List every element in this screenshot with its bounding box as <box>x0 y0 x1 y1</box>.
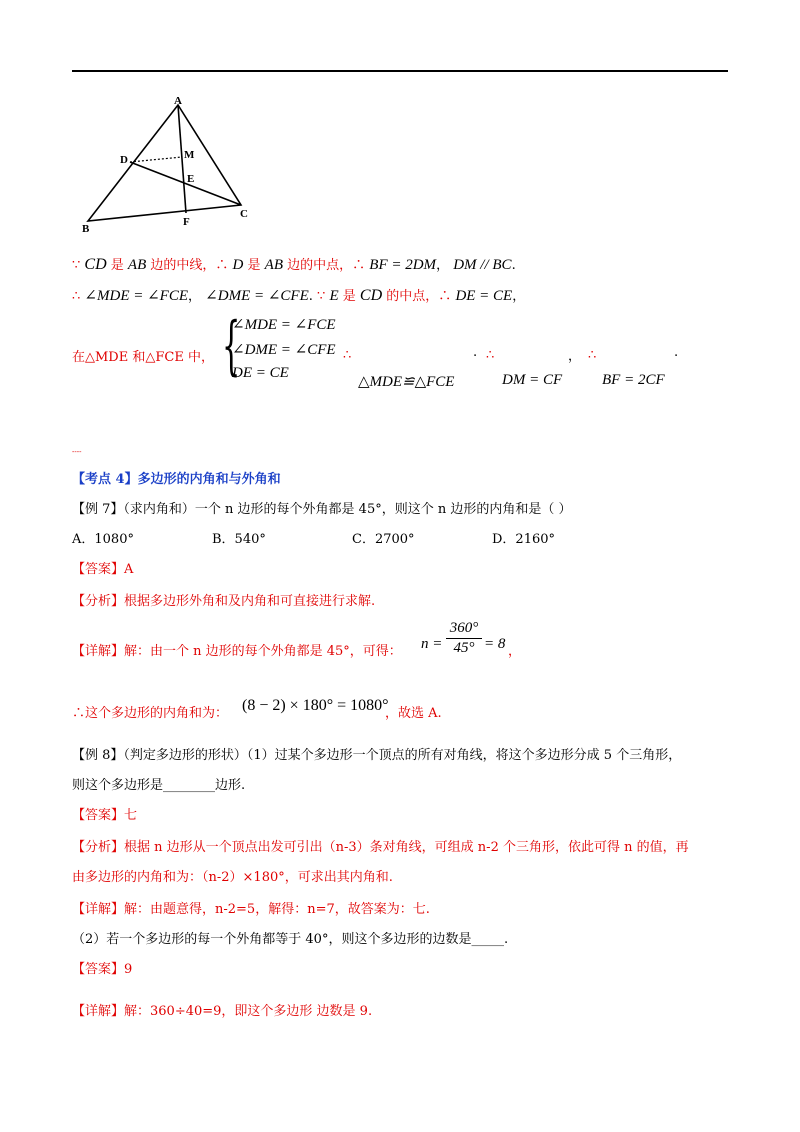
ex8-analysis-2: 由多边形的内角和为：（n-2）×180°，可求出其内角和. <box>72 870 393 885</box>
proof-line-1 <box>72 254 516 274</box>
frac-denominator: 45° <box>453 640 475 656</box>
ex7-tail: ，故选 A. <box>385 706 442 721</box>
ex7-question: 【例 7】（求内角和）一个 n 边形的每个外角都是 45°，则这个 n 边形的内角和是（ ） <box>72 502 572 517</box>
math-ab: AB <box>264 257 283 273</box>
triangle-comparison-label: 在△MDE 和△FCE 中， <box>72 350 214 365</box>
option-c: C．2700° <box>352 532 415 547</box>
therefore-symbol: ∴ <box>215 258 229 273</box>
therefore-symbol: ∴ <box>343 348 352 363</box>
point-label-e: E <box>187 173 195 185</box>
separator-dash: ---- <box>72 448 82 456</box>
because-symbol: ∵ <box>317 289 326 304</box>
period: . <box>511 258 516 273</box>
math-cd: CD <box>84 256 107 273</box>
point-label-m: M <box>184 149 195 161</box>
math-ab: AB <box>127 257 147 273</box>
ex8-detail-2: 【详解】解：360÷40=9，即这个多边形 边数是 9. <box>72 1004 373 1019</box>
ex8-detail-1: 【详解】解：由题意得，n-2=5，解得：n=7，故答案为：七. <box>72 902 430 917</box>
therefore-symbol: ∴ <box>72 289 81 304</box>
proof-text: 是 <box>106 258 128 273</box>
point-label-a: A <box>174 95 182 107</box>
option-a: A．1080° <box>72 532 134 547</box>
proof-text: 的中点， <box>382 289 439 304</box>
math-bf-eq: BF = 2DM <box>369 257 437 273</box>
fraction <box>446 620 482 657</box>
comma: ， <box>436 258 450 273</box>
period: . <box>308 289 313 304</box>
ex8-question-1: 【例 8】（判定多边形的形状）（1）过某个多边形一个顶点的所有对角线，将这个多边形分成 5 个三角形， <box>72 748 682 763</box>
proof-text: 边的中线， <box>146 258 216 273</box>
math-angle-eq-2: ∠DME = ∠CFE <box>205 288 309 304</box>
math-de-eq-ce: DE = CE <box>455 288 513 304</box>
proof-text: 是 <box>338 289 360 304</box>
ex8-question-2: 则这个多边形是________边形. <box>72 778 246 793</box>
ex7-answer: 【答案】A <box>72 562 134 577</box>
because-symbol: ∵ <box>72 258 81 273</box>
frac-numerator: 360° <box>449 620 479 636</box>
math-dm-parallel: DM // BC <box>453 257 512 273</box>
system-eq-1: ∠MDE = ∠FCE <box>232 317 336 333</box>
ex8-question-3: （2）若一个多边形的每一个外角都等于 40°，则这个多边形的边数是_____. <box>72 932 509 947</box>
congruence-result: △MDE≌△FCE <box>358 374 455 390</box>
comma: ， <box>508 644 522 659</box>
ex7-detail: 【详解】解：由一个 n 边形的每个外角都是 45°，可得： <box>72 644 402 659</box>
math-cd: CD <box>359 287 383 304</box>
therefore-symbol: ∴ <box>352 258 366 273</box>
math-d: D <box>232 257 244 273</box>
period: . <box>674 345 679 360</box>
comma: ， <box>512 289 526 304</box>
therefore-symbol: ∴ <box>438 289 452 304</box>
proof-line-2 <box>72 285 525 305</box>
ex8-answer-1: 【答案】七 <box>72 808 138 823</box>
math-angle-eq-1: ∠MDE = ∠FCE <box>84 288 189 304</box>
system-eq-2: ∠DME = ∠CFE <box>232 342 336 358</box>
therefore-symbol: ∴ <box>486 348 495 363</box>
ex7-conclusion: ∴这个多边形的内角和为： <box>72 706 229 721</box>
frac-rhs: = 8 <box>484 636 506 652</box>
triangle-figure <box>78 94 258 234</box>
math-e: E <box>329 288 339 304</box>
point-label-d: D <box>120 154 128 166</box>
therefore-symbol: ∴ <box>588 348 597 363</box>
ex8-analysis-1: 【分析】根据 n 边形从一个顶点出发可引出（n-3）条对角线，可组成 n-2 个三角形，依此可得 n 的值，再 <box>72 840 689 855</box>
point-label-c: C <box>240 208 248 220</box>
frac-bar <box>446 638 482 639</box>
system-brace: { <box>222 309 241 383</box>
period: . <box>473 345 478 360</box>
option-b: B．540° <box>212 532 266 547</box>
dm-eq-cf: DM = CF <box>502 372 563 388</box>
ex8-answer-2: 【答案】9 <box>72 962 133 977</box>
system-eq-3: DE = CE <box>232 365 289 381</box>
frac-lhs: n = <box>421 636 443 652</box>
point-label-b: B <box>82 223 90 234</box>
option-d: D．2160° <box>492 532 556 547</box>
comma: ， <box>568 349 582 364</box>
point-label-f: F <box>183 216 190 228</box>
bf-eq-2cf: BF = 2CF <box>602 372 665 388</box>
comma: ， <box>188 289 202 304</box>
proof-text: 边的中点， <box>282 258 353 273</box>
header-rule <box>72 70 728 72</box>
angle-sum-formula: (8 − 2) × 180° = 1080° <box>242 697 389 714</box>
ex7-analysis: 【分析】根据多边形外角和及内角和可直接进行求解. <box>72 594 376 609</box>
triangle-abc <box>88 105 241 221</box>
proof-text: 是 <box>243 258 265 273</box>
section-heading: 【考点 4】多边形的内角和与外角和 <box>72 472 281 487</box>
